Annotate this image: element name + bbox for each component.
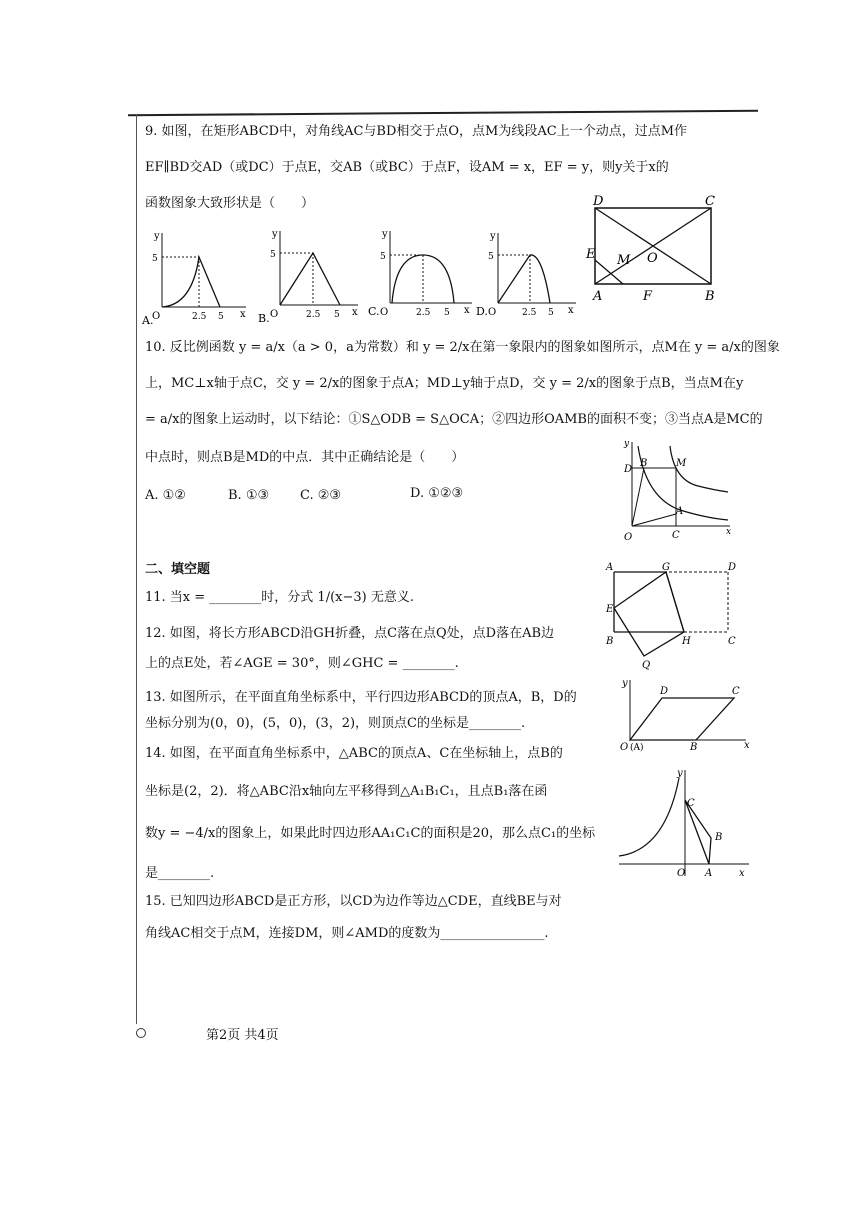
q14-fig-y: y: [677, 768, 683, 779]
page-number: 第2页 共4页: [206, 1028, 279, 1043]
q14-line2: 坐标是(2，2)．将△ABC沿x轴向左平移得到△A₁B₁C₁，且点B₁落在函: [145, 784, 548, 799]
q9-line2: EF∥BD交AD（或DC）于点E，交AB（或BC）于点F，设AM = x，EF = y，则y关于x的: [145, 160, 669, 175]
graph-b-tick1: 2.5: [306, 310, 321, 320]
graph-d-tick1: 2.5: [522, 308, 537, 318]
q14-fig-a: A: [705, 868, 713, 879]
q10-option-b: B. ①③: [228, 488, 270, 503]
graph-b: [258, 229, 358, 325]
q15-line2: 角线AC相交于点M，连接DM，则∠AMD的度数为________________.: [145, 926, 549, 941]
q13-fig-d: D: [660, 686, 669, 697]
left-margin-line: [136, 114, 137, 1024]
q10-option-a: A. ①②: [145, 488, 186, 503]
q11-text: 11. 当x = ________时，分式 1/(x−3) 无意义.: [145, 590, 414, 605]
rect-label-e: E: [586, 247, 596, 262]
graph-a-y-label: y: [154, 231, 160, 242]
graph-d: [476, 231, 576, 318]
q12-fig-a: A: [606, 562, 614, 573]
graph-b-x-label: x: [352, 307, 358, 318]
graph-c-five: 5: [380, 252, 386, 262]
graph-d-tick2: 5: [548, 308, 554, 318]
graph-c-tick2: 5: [444, 308, 450, 318]
q10-line2: 上，MC⊥x轴于点C，交 y = 2/x的图象于点A；MD⊥y轴于点D，交 y = 2/x的图象于点B，当点M在y: [145, 376, 744, 391]
q14-fig-o: O: [677, 868, 686, 879]
q14-line1: 14. 如图，在平面直角坐标系中，△ABC的顶点A、C在坐标轴上，点B的: [145, 746, 563, 761]
rect-label-m: M: [617, 253, 631, 268]
q12-figure: [604, 560, 749, 672]
q14-line4: 是________.: [145, 866, 215, 881]
q10-fig-c: C: [672, 530, 680, 541]
q13-fig-y: y: [622, 678, 628, 689]
option-d: D.: [476, 305, 488, 318]
q13-fig-o: O: [620, 742, 629, 753]
q13-figure: [610, 674, 755, 764]
q12-line2: 上的点E处，若∠AGE = 30°，则∠GHC = ________.: [145, 656, 459, 671]
q12-fig-q: Q: [642, 660, 651, 671]
q13-fig-a: (A): [630, 743, 644, 753]
q9-line1: 9. 如图，在矩形ABCD中，对角线AC与BD相交于点O，点M为线段AC上一个动点，过点M作: [145, 124, 688, 139]
graph-b-tick2: 5: [334, 310, 340, 320]
q10-option-d: D. ①②③: [410, 486, 464, 501]
q15-line1: 15. 已知四边形ABCD是正方形，以CD为边作等边△CDE，直线BE与对: [145, 894, 562, 909]
graph-d-y-label: y: [490, 231, 496, 242]
rect-label-f: F: [643, 289, 653, 304]
q10-fig-b: B: [640, 458, 648, 469]
q13-line2: 坐标分别为(0，0)，(5，0)，(3，2)，则顶点C的坐标是________.: [145, 716, 526, 731]
q14-fig-b: B: [715, 832, 723, 843]
q9-rectangle-figure: [585, 192, 725, 304]
q14-fig-x: x: [739, 868, 745, 879]
q13-line1: 13. 如图所示，在平面直角坐标系中，平行四边形ABCD的顶点A，B，D的: [145, 690, 577, 705]
top-border-line: [128, 110, 758, 116]
graph-a: [141, 231, 246, 325]
option-b: B.: [258, 312, 270, 325]
rect-label-o: O: [647, 251, 658, 266]
q13-fig-b: B: [690, 742, 698, 753]
q12-fig-e: E: [606, 604, 614, 615]
q10-fig-m: M: [676, 458, 687, 469]
q12-fig-d: D: [728, 562, 737, 573]
q12-fig-b: B: [606, 636, 614, 647]
q9-line3: 函数图象大致形状是（ ）: [145, 196, 315, 211]
q10-fig-d: D: [624, 464, 633, 475]
q10-fig-y: y: [624, 439, 630, 449]
section-fill-in-title: 二、填空题: [145, 562, 211, 577]
option-c: C.: [368, 305, 380, 318]
q10-line1: 10. 反比例函数 y = a/x（a > 0，a为常数）和 y = 2/x在第一象限内的图象如图所示，点M在 y = a/x的图象: [145, 340, 780, 355]
q12-line1: 12. 如图，将长方形ABCD沿GH折叠，点C落在点Q处，点D落在AB边: [145, 626, 555, 641]
graph-d-x-label: x: [568, 305, 574, 316]
q13-fig-x: x: [744, 740, 750, 751]
q14-line3: 数y = −4/x的图象上，如果此时四边形AA₁C₁C的面积是20，那么点C₁的坐标: [145, 826, 596, 841]
q10-line4: 中点时，则点B是MD的中点．其中正确结论是（ ）: [145, 450, 465, 465]
q10-fig-o: O: [624, 532, 633, 543]
graph-d-origin: O: [488, 307, 497, 318]
graph-c: [368, 229, 472, 318]
graph-a-x-label: x: [240, 309, 246, 320]
binding-hole-icon: [136, 1028, 146, 1038]
q10-fig-x: x: [726, 527, 732, 537]
q10-option-c: C. ②③: [300, 488, 342, 503]
q13-fig-c: C: [732, 686, 740, 697]
graph-c-y-label: y: [382, 229, 388, 240]
rect-label-c: C: [705, 194, 715, 209]
q10-fig-a: A: [676, 506, 684, 517]
q10-figure: [618, 436, 738, 548]
graph-c-origin: O: [380, 307, 389, 318]
q14-figure: [615, 764, 755, 880]
graph-c-tick1: 2.5: [416, 308, 431, 318]
graph-a-tick2: 5: [218, 312, 224, 322]
rect-label-d: D: [593, 194, 604, 209]
rect-label-b: B: [705, 289, 715, 304]
option-a: A.: [142, 314, 154, 325]
q12-fig-h: H: [682, 636, 691, 647]
graph-c-x-label: x: [464, 305, 470, 316]
rect-label-a: A: [593, 289, 603, 304]
q12-fig-c: C: [728, 636, 736, 647]
graph-d-five: 5: [488, 252, 494, 262]
q10-line3: = a/x的图象上运动时，以下结论：①S△ODB = S△OCA；②四边形OAMB的面积不变；③当点A是MC的: [145, 412, 763, 427]
graph-a-tick1: 2.5: [192, 312, 207, 322]
graph-a-five: 5: [152, 254, 158, 264]
q12-fig-g: G: [662, 562, 670, 573]
q9-option-graphs: [140, 225, 603, 325]
graph-b-origin: O: [270, 309, 279, 320]
graph-a-origin: O: [152, 311, 161, 322]
graph-b-y-label: y: [272, 229, 278, 240]
q14-fig-c: C: [687, 798, 695, 809]
graph-b-five: 5: [270, 250, 276, 260]
